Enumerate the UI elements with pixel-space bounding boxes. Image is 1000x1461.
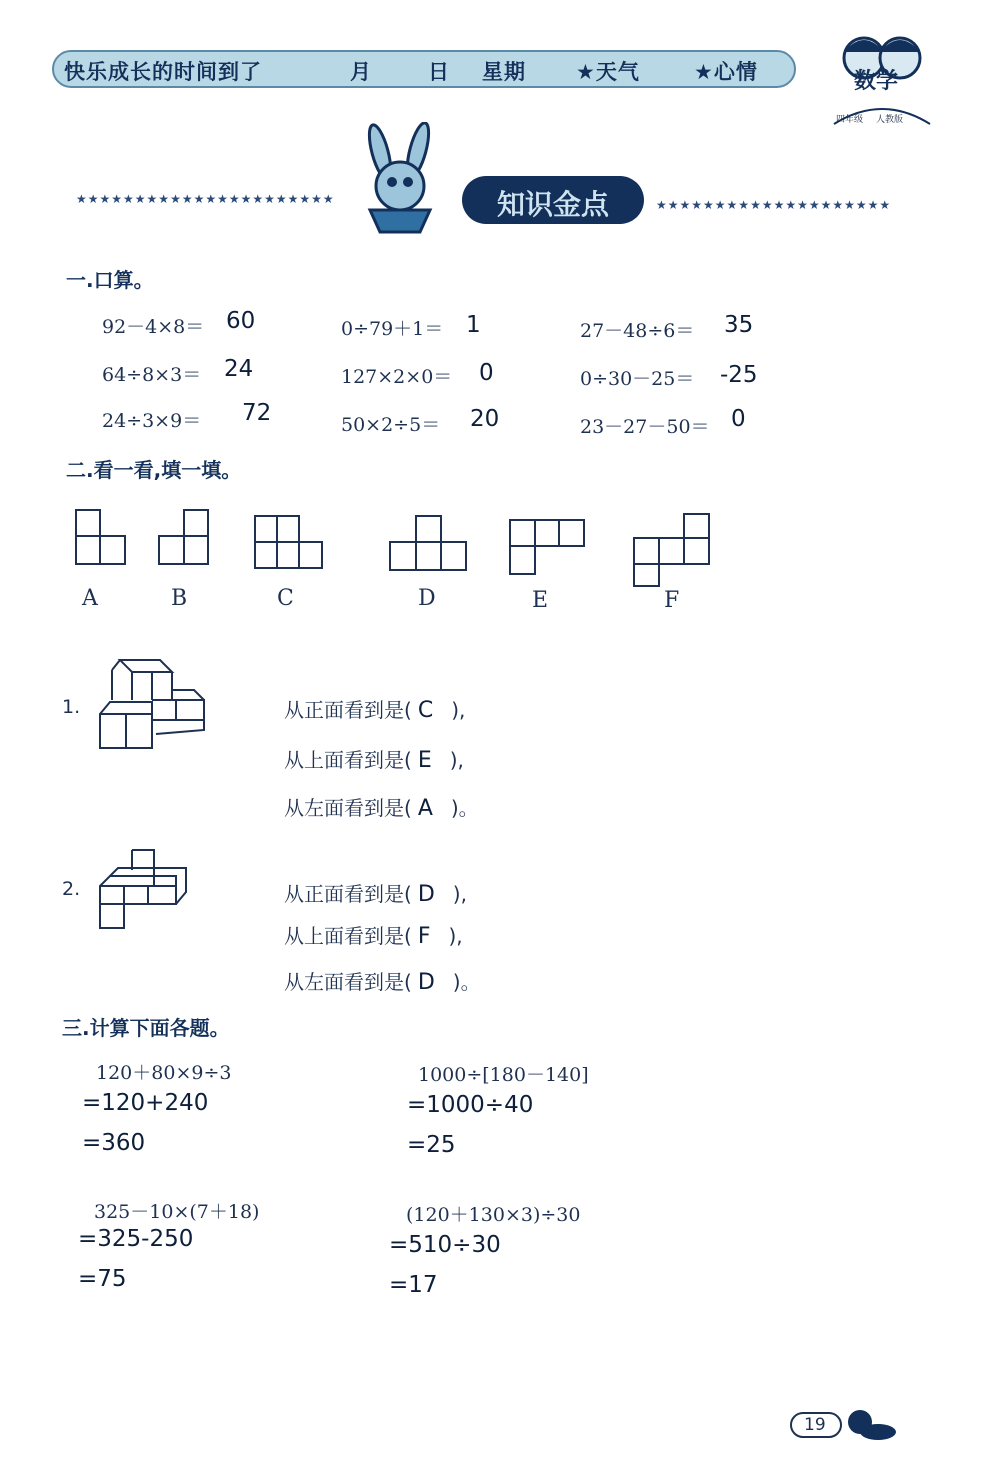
oral-a6: -25 bbox=[720, 362, 758, 388]
header-weather: ★天气 bbox=[576, 60, 640, 84]
page-number: 19 bbox=[804, 1415, 826, 1435]
shape-label-d: D bbox=[418, 586, 436, 611]
calc4-step1: =510÷30 bbox=[389, 1232, 501, 1258]
header-weekday: 星期 bbox=[482, 60, 526, 84]
calc2-expr: 1000÷[180－140] bbox=[418, 1064, 589, 1086]
grade-label: 四年级 bbox=[836, 115, 864, 125]
shape-label-e: E bbox=[532, 588, 549, 613]
calc4-step2: =17 bbox=[389, 1272, 438, 1298]
subject-badge bbox=[826, 24, 936, 134]
oral-a1: 60 bbox=[226, 308, 256, 334]
answer-front-1: C bbox=[417, 698, 434, 723]
shape-e bbox=[510, 520, 584, 574]
oral-q7: 24÷3×9＝ bbox=[102, 410, 202, 432]
oral-q4: 64÷8×3＝ bbox=[102, 364, 202, 386]
calc1-step1: =120+240 bbox=[82, 1090, 209, 1116]
shape-b bbox=[159, 510, 208, 564]
answer-left-2: D bbox=[417, 970, 435, 995]
oral-a4: 24 bbox=[224, 356, 254, 382]
header-banner bbox=[52, 50, 796, 88]
view-shapes-diagram bbox=[60, 500, 740, 600]
shape-label-a: A bbox=[82, 586, 98, 611]
section2-title: 二.看一看,填一填。 bbox=[66, 458, 242, 482]
calc3-step2: =75 bbox=[78, 1266, 127, 1292]
cube-stack-2-icon bbox=[96, 846, 196, 932]
calc1-step2: =360 bbox=[82, 1130, 146, 1156]
edition-label: 人教版 bbox=[876, 115, 904, 125]
knowledge-title: 知识金点 bbox=[496, 188, 609, 221]
oral-a2: 1 bbox=[466, 312, 481, 338]
problem2-number: 2. bbox=[62, 878, 81, 900]
oral-q1: 92－4×8＝ bbox=[102, 316, 205, 338]
problem2-front: 从正面看到是( D ), bbox=[284, 882, 467, 907]
calc1-expr: 120＋80×9÷3 bbox=[96, 1062, 232, 1084]
shape-f bbox=[634, 514, 709, 586]
oral-a5: 0 bbox=[479, 360, 494, 386]
answer-top-2: F bbox=[417, 924, 431, 949]
section1-title: 一.口算。 bbox=[66, 268, 154, 292]
answer-left-1: A bbox=[417, 796, 433, 821]
oral-q9: 23－27－50＝ bbox=[580, 416, 710, 438]
oral-a9: 0 bbox=[731, 406, 746, 432]
problem1-top: 从上面看到是( E ), bbox=[284, 748, 464, 773]
oral-a7: 72 bbox=[242, 400, 272, 426]
calc2-step2: =25 bbox=[407, 1132, 456, 1158]
problem2-top: 从上面看到是( F ), bbox=[284, 924, 463, 949]
shape-d bbox=[390, 516, 466, 570]
section3-title: 三.计算下面各题。 bbox=[62, 1016, 230, 1040]
oral-a3: 35 bbox=[724, 312, 754, 338]
oral-q3: 27－48÷6＝ bbox=[580, 320, 695, 342]
problem2-left: 从左面看到是( D )。 bbox=[284, 970, 481, 995]
calc4-expr: (120＋130×3)÷30 bbox=[406, 1204, 581, 1226]
calc3-expr: 325－10×(7＋18) bbox=[94, 1201, 260, 1223]
header-mood: ★心情 bbox=[694, 60, 758, 84]
header-slogan: 快乐成长的时间到了 bbox=[64, 60, 262, 84]
shape-c bbox=[255, 516, 322, 568]
answer-front-2: D bbox=[417, 882, 435, 907]
shape-label-c: C bbox=[277, 586, 294, 611]
calc3-step1: =325-250 bbox=[78, 1226, 194, 1252]
oral-q2: 0÷79＋1＝ bbox=[341, 318, 444, 340]
rabbit-mascot-icon bbox=[340, 122, 460, 242]
answer-top-1: E bbox=[417, 748, 432, 773]
subject-title: 数学 bbox=[854, 69, 899, 94]
cube-stack-1-icon bbox=[96, 650, 216, 754]
calc2-step1: =1000÷40 bbox=[407, 1092, 534, 1118]
problem1-front: 从正面看到是( C ), bbox=[284, 698, 466, 723]
header-month: 月 bbox=[350, 60, 372, 84]
shape-label-f: F bbox=[664, 588, 680, 613]
oral-a8: 20 bbox=[470, 406, 500, 432]
star-divider-right: ★★★★★★★★★★★★★★★★★★★★ bbox=[656, 198, 892, 212]
page-mascot-icon bbox=[838, 1404, 902, 1444]
oral-q8: 50×2÷5＝ bbox=[341, 414, 441, 436]
header-day: 日 bbox=[428, 60, 450, 84]
knowledge-title-box bbox=[462, 176, 644, 224]
shape-a bbox=[76, 510, 125, 564]
shape-label-b: B bbox=[171, 586, 188, 611]
problem1-left: 从左面看到是( A )。 bbox=[284, 796, 479, 821]
problem1-number: 1. bbox=[62, 696, 81, 718]
oral-q6: 0÷30－25＝ bbox=[580, 368, 695, 390]
star-divider-left: ★★★★★★★★★★★★★★★★★★★★★★ bbox=[76, 192, 335, 206]
oral-q5: 127×2×0＝ bbox=[341, 366, 453, 388]
page-number-box bbox=[790, 1412, 842, 1438]
